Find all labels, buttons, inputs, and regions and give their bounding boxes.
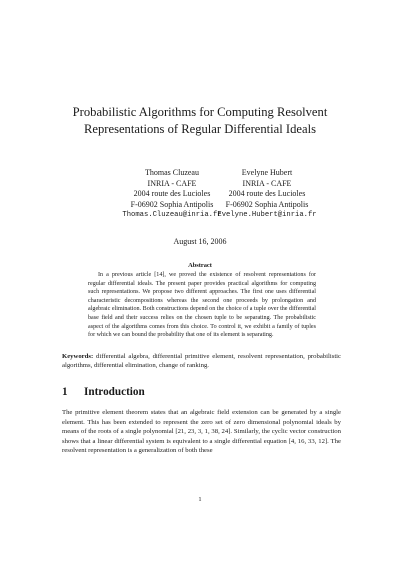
- abstract-heading: Abstract: [188, 262, 212, 269]
- page-number: 1: [198, 496, 202, 503]
- section-heading-introduction: [62, 386, 342, 398]
- abstract-text: In a previous article [14], we proved the existence of resolvent representations for regular differential ideals. The present paper provides practical algorithms for computing such representations. We propose two different approaches. The first one uses differential characteristic decompositions whereas the second one proceeds by prolongation and algebraic elimination. Both constructions depend on the choice of a tuple over the differential base field and their success relies on the chosen tuple to be separating. The probabilistic aspect of the algorithms comes from this choice. To control it, we exhibit a family of tuples for which we can bound the probability that one of its element is separating.: [88, 272, 316, 339]
- author-address-line2: F-06902 Sophia Antipolis: [225, 199, 309, 209]
- author-email: Evelyne.Hubert@inria.fr: [217, 211, 317, 220]
- keywords-paragraph: [62, 352, 341, 370]
- author-affiliation: INRIA - CAFE: [242, 178, 292, 188]
- section-title: Introduction: [84, 386, 145, 398]
- paper-date: August 16, 2006: [173, 237, 227, 246]
- keywords-text: differential algebra, differential primitive element, resolvent representation, probabilistic algorithms, differential elimination, change of ranking.: [62, 353, 342, 369]
- keywords-label: Keywords:: [62, 353, 94, 360]
- author-email: Thomas.Cluzeau@inria.fr: [122, 211, 222, 220]
- author-block-hubert: [212, 168, 322, 221]
- section-number: 1: [62, 386, 68, 398]
- author-name: Thomas Cluzeau: [145, 168, 199, 177]
- author-name: Evelyne Hubert: [241, 168, 293, 177]
- author-address-line1: 2004 route des Lucioles: [133, 189, 211, 199]
- author-address-line2: F-06902 Sophia Antipolis: [130, 199, 214, 209]
- author-affiliation: INRIA - CAFE: [147, 178, 197, 188]
- paper-title: Probabilistic Algorithms for Computing Resolvent Representations of Regular Differential Ideals: [72, 105, 328, 136]
- author-address-line1: 2004 route des Lucioles: [228, 189, 306, 199]
- introduction-paragraph: The primitive element theorem states that an algebraic field extension can be generated by a single element. This has been extended to represent the zero set of zero dimensional polynomial ideals by means of the roots of a single polynomial [21, 23, 3, 1, 38, 24]. Similarly, the cyclic vector construction shows that a linear differential system is equivalent to a single differential equation [4, 16, 33, 12]. The resolvent representation is a generalization of both these: [62, 409, 341, 454]
